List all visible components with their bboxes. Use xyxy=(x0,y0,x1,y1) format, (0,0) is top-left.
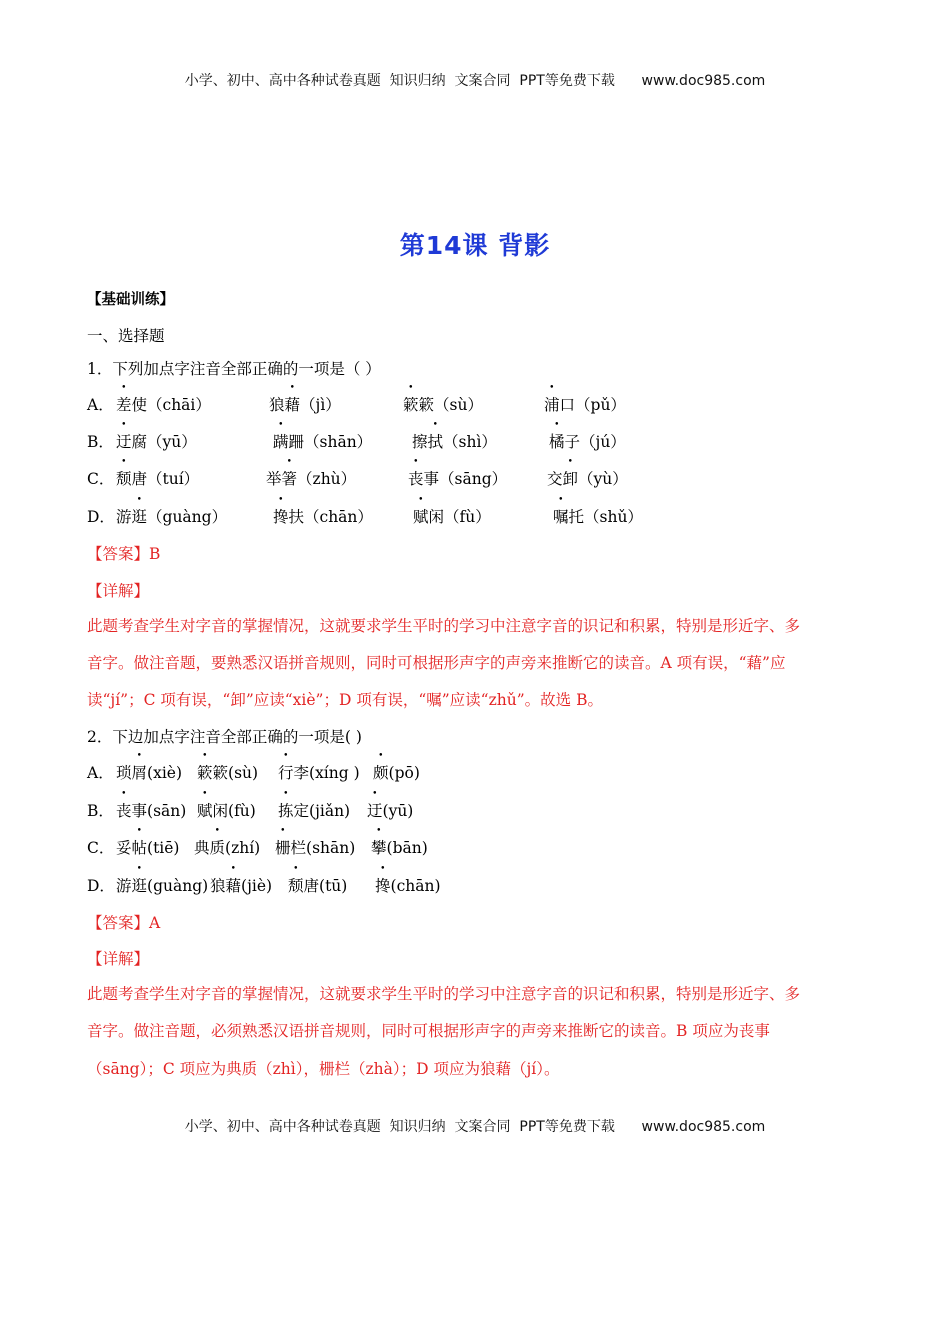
option-item: 颓唐(tū) xyxy=(288,877,348,895)
dotted-char: 浦 xyxy=(544,396,560,414)
option-item: 妥帖(tiē) xyxy=(116,839,180,857)
dotted-char: 迂 xyxy=(116,433,132,451)
option-item: 丧事(sān) xyxy=(116,802,187,820)
option-label: D． xyxy=(87,508,115,526)
q2-explanation-line: 音字。做注音题，必须熟悉汉语拼音规则，同时可根据形声字的声旁来推断它的读音。B 项应为丧事 xyxy=(87,1022,770,1040)
q2-explanation-line: 此题考查学生对字音的掌握情况，这就要求学生平时的学习中注意字音的识记和积累，特别是形近字、多 xyxy=(87,985,801,1003)
dotted-char: 赋 xyxy=(197,802,213,820)
dotted-char: 迂 xyxy=(367,802,383,820)
option-item: 游逛(guàng) xyxy=(116,877,209,895)
option-item: 交卸（yù） xyxy=(547,470,628,488)
q1-answer: 【答案】B xyxy=(87,545,161,563)
option-item: 琐屑(xiè) xyxy=(116,764,182,782)
footer-banner: 小学、初中、高中各种试卷真题 知识归纳 文案合同 PPT等免费下载 www.doc985.com xyxy=(184,1119,766,1135)
dotted-char: 藉 xyxy=(284,396,301,414)
dotted-char: 差 xyxy=(116,396,132,414)
option-label: C． xyxy=(87,470,115,488)
option-label: A． xyxy=(87,396,114,414)
option-item: 擦拭（shì） xyxy=(412,433,497,451)
option-item: 举箸（zhù） xyxy=(266,470,357,488)
dotted-char: 簌 xyxy=(197,764,213,782)
option-item: 橘子（jú） xyxy=(549,433,626,451)
option-item: 栅栏(shān) xyxy=(275,839,356,857)
dotted-char: 颓 xyxy=(288,877,304,895)
dotted-char: 丧 xyxy=(408,470,424,488)
page-title: 第14课 背影 xyxy=(399,231,551,260)
q1-explanation-line: 此题考查学生对字音的掌握情况，这就要求学生平时的学习中注意字音的识记和积累，特别是形近字、多 xyxy=(87,617,801,635)
option-item: 狼藉(jiè) xyxy=(210,877,273,895)
dotted-char: 搀 xyxy=(273,508,289,526)
option-item: 迂腐（yū） xyxy=(116,433,197,451)
dotted-char: 帖 xyxy=(131,839,148,857)
option-item: 狼藉（jì） xyxy=(269,396,341,414)
dotted-char: 颓 xyxy=(116,470,132,488)
dotted-char: 攀 xyxy=(371,839,387,857)
option-item: 颓唐（tuí） xyxy=(116,470,200,488)
dotted-char: 蹒 xyxy=(273,433,289,451)
q2-answer: 【答案】A xyxy=(87,914,161,932)
q1-detail-label: 【详解】 xyxy=(87,582,150,600)
dotted-char: 逛 xyxy=(131,877,148,895)
dotted-char: 质 xyxy=(209,839,226,857)
section-label: 【基础训练】 xyxy=(87,292,174,308)
option-label: B． xyxy=(87,802,114,820)
q1-explanation-line: 读“jí”；C 项有误，“卸”应读“xiè”；D 项有误，“嘱”应读“zhǔ”。故选 B。 xyxy=(87,691,603,709)
dotted-char: 藉 xyxy=(225,877,242,895)
option-item: 拣定(jiǎn) xyxy=(278,802,351,820)
option-item: 游逛（guàng） xyxy=(116,508,228,526)
option-item: 簌簌（sù） xyxy=(403,396,483,414)
option-item: 典质(zhí) xyxy=(194,839,261,857)
option-item: 丧事（sāng） xyxy=(408,470,508,488)
q1-stem: 1．下列加点字注音全部正确的一项是（ ） xyxy=(87,360,381,378)
option-item: 簌簌(sù) xyxy=(197,764,259,782)
option-item: 搀(chān) xyxy=(375,877,441,895)
dotted-char: 颇 xyxy=(373,764,389,782)
option-label: A． xyxy=(87,764,114,782)
option-item: 迂(yū) xyxy=(367,802,414,820)
option-item: 蹒跚（shān） xyxy=(273,433,373,451)
dotted-char: 栅 xyxy=(275,839,291,857)
option-label: C． xyxy=(87,839,115,857)
option-item: 搀扶（chān） xyxy=(273,508,373,526)
option-label: B． xyxy=(87,433,114,451)
dotted-char: 搀 xyxy=(375,877,391,895)
dotted-char: 簌 xyxy=(403,396,419,414)
dotted-char: 赋 xyxy=(413,508,429,526)
q2-explanation-line: （sāng）；C 项应为典质（zhì），栅栏（zhà）；D 项应为狼藉（jí）。 xyxy=(87,1060,560,1078)
part-heading: 一、选择题 xyxy=(87,327,165,345)
header-banner: 小学、初中、高中各种试卷真题 知识归纳 文案合同 PPT等免费下载 www.doc985.com xyxy=(184,73,766,89)
option-item: 嘱托（shǔ） xyxy=(553,508,643,526)
option-item: 攀(bān) xyxy=(371,839,428,857)
dotted-char: 拭 xyxy=(427,433,444,451)
dotted-char: 嘱 xyxy=(553,508,569,526)
option-label: D． xyxy=(87,877,115,895)
option-item: 赋闲(fù) xyxy=(197,802,256,820)
option-item: 行李(xíng ) xyxy=(278,764,360,782)
q2-stem: 2．下边加点字注音全部正确的一项是( ) xyxy=(87,728,362,746)
q2-detail-label: 【详解】 xyxy=(87,950,150,968)
option-item: 颇(pō) xyxy=(373,764,420,782)
q1-explanation-line: 音字。做注音题，要熟悉汉语拼音规则，同时可根据形声字的声旁来推断它的读音。A 项有误，“藉”应 xyxy=(87,654,786,672)
dotted-char: 屑 xyxy=(131,764,148,782)
dotted-char: 丧 xyxy=(116,802,132,820)
option-item: 差使（chāi） xyxy=(116,396,211,414)
dotted-char: 拣 xyxy=(278,802,294,820)
dotted-char: 箸 xyxy=(281,470,298,488)
dotted-char: 逛 xyxy=(131,508,148,526)
option-item: 浦口（pǔ） xyxy=(544,396,626,414)
dotted-char: 橘 xyxy=(549,433,565,451)
dotted-char: 卸 xyxy=(562,470,579,488)
dotted-char: 行 xyxy=(278,764,294,782)
option-item: 赋闲（fù） xyxy=(413,508,491,526)
